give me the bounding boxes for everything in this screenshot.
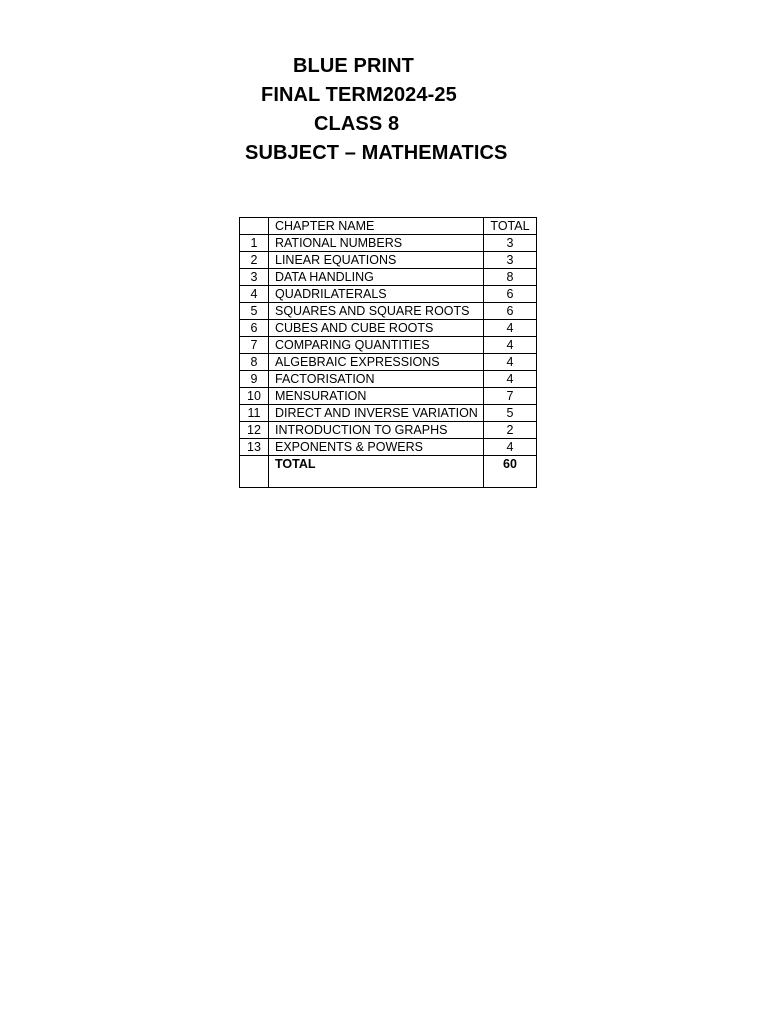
total-label-cell: TOTAL — [269, 456, 484, 488]
row-total-cell: 2 — [484, 422, 537, 439]
title-class: CLASS 8 — [314, 113, 400, 135]
row-total-cell: 6 — [484, 286, 537, 303]
row-chapter-cell: SQUARES AND SQUARE ROOTS — [269, 303, 484, 320]
row-number-cell: 10 — [240, 388, 269, 405]
row-total-cell: 8 — [484, 269, 537, 286]
row-total-cell: 4 — [484, 354, 537, 371]
row-number-cell: 13 — [240, 439, 269, 456]
row-number-cell: 9 — [240, 371, 269, 388]
table-row — [240, 337, 537, 354]
row-total-cell: 6 — [484, 303, 537, 320]
row-number-cell: 6 — [240, 320, 269, 337]
total-number-cell — [240, 456, 269, 488]
table-row — [240, 422, 537, 439]
row-total-cell: 4 — [484, 320, 537, 337]
row-number-cell: 7 — [240, 337, 269, 354]
table-row — [240, 354, 537, 371]
table-row — [240, 320, 537, 337]
row-total-cell: 4 — [484, 337, 537, 354]
row-chapter-cell: DIRECT AND INVERSE VARIATION — [269, 405, 484, 422]
blueprint-table — [239, 217, 537, 488]
row-chapter-cell: FACTORISATION — [269, 371, 484, 388]
row-chapter-cell: LINEAR EQUATIONS — [269, 252, 484, 269]
row-number-cell: 3 — [240, 269, 269, 286]
row-chapter-cell: CUBES AND CUBE ROOTS — [269, 320, 484, 337]
header-cell-chapter-name: CHAPTER NAME — [269, 218, 484, 235]
row-chapter-cell: MENSURATION — [269, 388, 484, 405]
table-row — [240, 388, 537, 405]
row-chapter-cell: RATIONAL NUMBERS — [269, 235, 484, 252]
table-total-row — [240, 456, 537, 488]
row-total-cell: 3 — [484, 252, 537, 269]
row-total-cell: 7 — [484, 388, 537, 405]
row-chapter-cell: EXPONENTS & POWERS — [269, 439, 484, 456]
row-total-cell: 3 — [484, 235, 537, 252]
row-total-cell: 4 — [484, 439, 537, 456]
row-number-cell: 8 — [240, 354, 269, 371]
row-chapter-cell: ALGEBRAIC EXPRESSIONS — [269, 354, 484, 371]
title-blue-print: BLUE PRINT — [293, 55, 414, 77]
table-row — [240, 405, 537, 422]
table-row — [240, 269, 537, 286]
row-total-cell: 5 — [484, 405, 537, 422]
row-chapter-cell: INTRODUCTION TO GRAPHS — [269, 422, 484, 439]
header-cell-number — [240, 218, 269, 235]
total-value-cell: 60 — [484, 456, 537, 488]
title-subject: SUBJECT – MATHEMATICS — [245, 142, 508, 164]
row-number-cell: 1 — [240, 235, 269, 252]
row-total-cell: 4 — [484, 371, 537, 388]
table-row — [240, 303, 537, 320]
row-chapter-cell: COMPARING QUANTITIES — [269, 337, 484, 354]
row-chapter-cell: DATA HANDLING — [269, 269, 484, 286]
row-number-cell: 11 — [240, 405, 269, 422]
row-number-cell: 4 — [240, 286, 269, 303]
row-number-cell: 12 — [240, 422, 269, 439]
row-number-cell: 2 — [240, 252, 269, 269]
header-cell-total: TOTAL — [484, 218, 537, 235]
table-row — [240, 286, 537, 303]
table-row — [240, 235, 537, 252]
table-row — [240, 439, 537, 456]
row-number-cell: 5 — [240, 303, 269, 320]
table-header-row — [240, 218, 537, 235]
table-row — [240, 252, 537, 269]
table-row — [240, 371, 537, 388]
row-chapter-cell: QUADRILATERALS — [269, 286, 484, 303]
title-final-term: FINAL TERM2024-25 — [261, 84, 457, 106]
